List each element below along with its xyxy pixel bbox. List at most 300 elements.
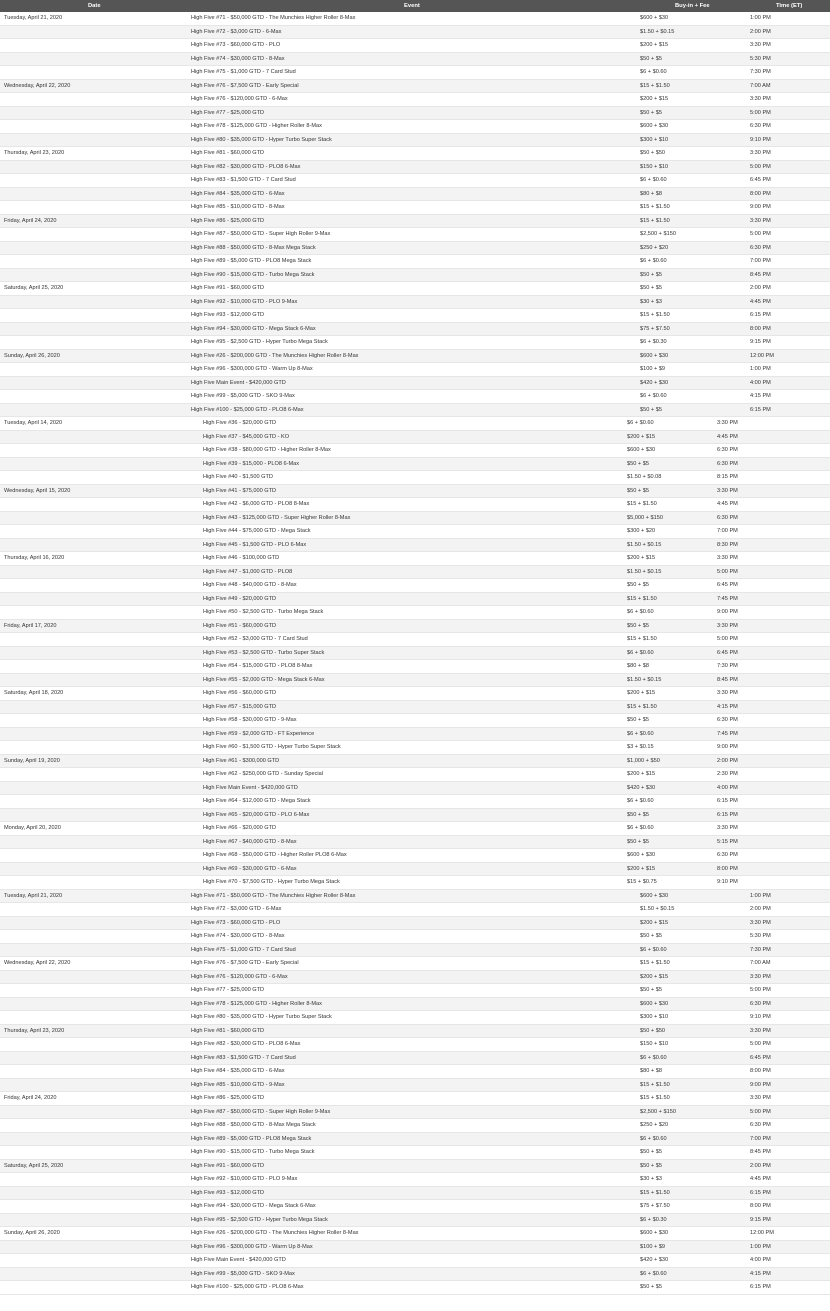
buyin-cell: $1,000 + $50 bbox=[627, 757, 660, 764]
buyin-cell: $50 + $5 bbox=[640, 271, 662, 278]
buyin-cell: $50 + $5 bbox=[627, 717, 649, 723]
table-row bbox=[0, 917, 830, 931]
buyin-cell: $15 + $1.50 bbox=[640, 82, 670, 89]
time-cell: 6:30 PM bbox=[750, 1122, 771, 1128]
event-cell: High Five #55 - $2,000 GTD - Mega Stack 6-Max bbox=[203, 676, 325, 683]
event-cell: High Five #71 - $50,000 GTD - The Munchies Higher Roller 8-Max bbox=[191, 15, 356, 21]
table-row bbox=[0, 53, 830, 67]
event-cell: High Five #58 - $30,000 GTD - 9-Max bbox=[203, 717, 297, 723]
table-row bbox=[0, 579, 830, 593]
time-cell: 9:00 PM bbox=[717, 744, 738, 750]
table-row bbox=[0, 282, 830, 296]
time-cell: 8:00 PM bbox=[750, 1068, 771, 1074]
time-cell: 7:30 PM bbox=[717, 663, 738, 669]
table-row bbox=[0, 1146, 830, 1160]
table-row bbox=[0, 336, 830, 350]
time-cell: 2:00 PM bbox=[750, 28, 771, 35]
event-cell: High Five #75 - $1,000 GTD - 7 Card Stud bbox=[191, 946, 296, 953]
event-cell: High Five #92 - $10,000 GTD - PLO 9-Max bbox=[191, 1176, 298, 1182]
table-row bbox=[0, 174, 830, 188]
table-row bbox=[0, 525, 830, 539]
table-row bbox=[0, 80, 830, 94]
event-cell: High Five #77 - $25,000 GTD bbox=[191, 987, 265, 993]
table-row bbox=[0, 404, 830, 418]
buyin-cell: $2,500 + $150 bbox=[640, 1108, 676, 1115]
buyin-cell: $80 + $8 bbox=[627, 663, 649, 669]
table-row bbox=[0, 390, 830, 404]
time-cell: 9:00 PM bbox=[717, 609, 738, 615]
table-row bbox=[0, 215, 830, 229]
buyin-cell: $6 + $0.60 bbox=[640, 177, 667, 183]
table-row bbox=[0, 1173, 830, 1187]
table-row bbox=[0, 255, 830, 269]
time-cell: 8:00 PM bbox=[717, 865, 738, 872]
time-cell: 4:45 PM bbox=[750, 298, 771, 305]
buyin-cell: $6 + $0.60 bbox=[640, 1270, 667, 1277]
event-cell: High Five #39 - $15,000 - PLO8 6-Max bbox=[203, 460, 300, 467]
time-cell: 5:00 PM bbox=[750, 987, 771, 993]
table-row bbox=[0, 363, 830, 377]
table-row bbox=[0, 512, 830, 526]
table-row bbox=[0, 1187, 830, 1201]
date-cell: Wednesday, April 22, 2020 bbox=[4, 82, 71, 89]
time-cell: 1:00 PM bbox=[750, 892, 771, 899]
buyin-cell: $420 + $30 bbox=[640, 1257, 669, 1263]
table-row bbox=[0, 768, 830, 782]
buyin-cell: $6 + $0.30 bbox=[640, 1216, 667, 1223]
table-row bbox=[0, 431, 830, 445]
buyin-cell: $1.50 + $0.15 bbox=[640, 28, 675, 35]
time-cell: 6:45 PM bbox=[750, 1054, 771, 1061]
buyin-cell: $1.50 + $0.15 bbox=[627, 541, 662, 548]
buyin-cell: $300 + $20 bbox=[627, 528, 656, 534]
event-cell: High Five #84 - $35,000 GTD - 6-Max bbox=[191, 1068, 285, 1074]
date-cell: Tuesday, April 21, 2020 bbox=[4, 892, 63, 899]
date-cell: Thursday, April 23, 2020 bbox=[4, 1027, 65, 1034]
time-cell: 3:30 PM bbox=[750, 150, 771, 156]
time-cell: 3:30 PM bbox=[717, 487, 738, 494]
buyin-cell: $15 + $1.50 bbox=[640, 1189, 670, 1196]
time-cell: 3:30 PM bbox=[750, 919, 771, 926]
event-cell: High Five #85 - $10,000 GTD - 8-Max bbox=[191, 204, 285, 210]
table-row bbox=[0, 566, 830, 580]
buyin-cell: $600 + $30 bbox=[640, 352, 669, 359]
buyin-cell: $15 + $0.75 bbox=[627, 879, 657, 885]
event-cell: High Five Main Event - $420,000 GTD bbox=[203, 784, 298, 791]
table-row bbox=[0, 228, 830, 242]
time-cell: 5:00 PM bbox=[750, 1108, 771, 1115]
buyin-cell: $600 + $30 bbox=[640, 892, 669, 899]
time-cell: 6:30 PM bbox=[717, 514, 738, 521]
time-cell: 9:10 PM bbox=[750, 136, 771, 143]
buyin-cell: $1.50 + $0.15 bbox=[640, 906, 675, 912]
time-cell: 8:15 PM bbox=[717, 474, 738, 480]
event-cell: High Five #78 - $125,000 GTD - Higher Roller 8-Max bbox=[191, 123, 322, 129]
buyin-cell: $100 + $9 bbox=[640, 1243, 666, 1250]
table-row bbox=[0, 890, 830, 904]
header-event: Event bbox=[404, 3, 420, 9]
time-cell: 7:00 PM bbox=[717, 528, 738, 534]
table-row bbox=[0, 323, 830, 337]
buyin-cell: $15 + $1.50 bbox=[640, 217, 670, 224]
event-cell: High Five #95 - $2,500 GTD - Hyper Turbo Mega Stack bbox=[191, 339, 328, 345]
time-cell: 7:00 AM bbox=[750, 82, 771, 89]
buyin-cell: $6 + $0.60 bbox=[640, 393, 667, 399]
table-row bbox=[0, 1106, 830, 1120]
event-cell: High Five #91 - $60,000 GTD bbox=[191, 285, 265, 291]
time-cell: 5:00 PM bbox=[717, 636, 738, 642]
time-cell: 3:30 PM bbox=[750, 1095, 771, 1101]
table-row bbox=[0, 971, 830, 985]
time-cell: 9:15 PM bbox=[750, 1216, 771, 1223]
table-row bbox=[0, 120, 830, 134]
date-cell: Saturday, April 25, 2020 bbox=[4, 285, 64, 291]
time-cell: 3:30 PM bbox=[717, 420, 738, 426]
table-row bbox=[0, 984, 830, 998]
buyin-cell: $1.50 + $0.15 bbox=[627, 676, 662, 683]
table-row bbox=[0, 485, 830, 499]
event-cell: High Five #85 - $10,000 GTD - 9-Max bbox=[191, 1081, 285, 1088]
buyin-cell: $250 + $20 bbox=[640, 244, 669, 251]
time-cell: 4:15 PM bbox=[750, 1270, 771, 1277]
time-cell: 9:15 PM bbox=[750, 339, 771, 345]
buyin-cell: $1.50 + $0.15 bbox=[627, 568, 662, 575]
event-cell: High Five #69 - $30,000 GTD - 6-Max bbox=[203, 865, 297, 872]
date-cell: Wednesday, April 15, 2020 bbox=[4, 487, 71, 494]
table-row bbox=[0, 701, 830, 715]
event-cell: High Five #51 - $60,000 GTD bbox=[203, 622, 277, 629]
buyin-cell: $15 + $1.50 bbox=[640, 312, 670, 318]
buyin-cell: $200 + $15 bbox=[640, 42, 669, 48]
buyin-cell: $6 + $0.30 bbox=[640, 339, 667, 345]
event-cell: High Five #49 - $20,000 GTD bbox=[203, 595, 277, 602]
table-row bbox=[0, 107, 830, 121]
table-row bbox=[0, 498, 830, 512]
table-row bbox=[0, 1200, 830, 1214]
buyin-cell: $300 + $10 bbox=[640, 136, 669, 143]
buyin-cell: $50 + $5 bbox=[640, 933, 662, 939]
event-cell: High Five #52 - $3,000 GTD - 7 Card Stud bbox=[203, 636, 308, 642]
time-cell: 12:00 PM bbox=[750, 352, 774, 359]
time-cell: 6:30 PM bbox=[717, 852, 738, 858]
time-cell: 8:45 PM bbox=[717, 676, 738, 683]
time-cell: 4:15 PM bbox=[717, 703, 738, 710]
time-cell: 6:30 PM bbox=[750, 244, 771, 251]
buyin-cell: $6 + $0.60 bbox=[640, 946, 667, 953]
time-cell: 3:30 PM bbox=[717, 622, 738, 629]
time-cell: 7:30 PM bbox=[750, 946, 771, 953]
event-cell: High Five #83 - $1,500 GTD - 7 Card Stud bbox=[191, 1054, 296, 1061]
table-row bbox=[0, 1079, 830, 1093]
event-cell: High Five Main Event - $420,000 GTD bbox=[191, 1257, 286, 1263]
time-cell: 5:00 PM bbox=[750, 163, 771, 170]
event-cell: High Five #46 - $100,000 GTD bbox=[203, 555, 280, 561]
time-cell: 4:45 PM bbox=[717, 433, 738, 440]
header-date: Date bbox=[88, 3, 101, 9]
event-cell: High Five #75 - $1,000 GTD - 7 Card Stud bbox=[191, 69, 296, 75]
event-cell: High Five #62 - $250,000 GTD - Sunday Special bbox=[203, 771, 324, 777]
date-cell: Saturday, April 18, 2020 bbox=[4, 690, 64, 696]
table-row bbox=[0, 647, 830, 661]
date-cell: Thursday, April 23, 2020 bbox=[4, 150, 65, 156]
event-cell: High Five #87 - $50,000 GTD - Super High Roller 9-Max bbox=[191, 1108, 331, 1115]
buyin-cell: $1.50 + $0.08 bbox=[627, 474, 662, 480]
table-row bbox=[0, 188, 830, 202]
event-cell: High Five #41 - $75,000 GTD bbox=[203, 487, 277, 494]
time-cell: 5:30 PM bbox=[750, 933, 771, 939]
time-cell: 4:45 PM bbox=[717, 501, 738, 507]
table-row bbox=[0, 552, 830, 566]
time-cell: 3:30 PM bbox=[717, 825, 738, 831]
table-row bbox=[0, 66, 830, 80]
time-cell: 3:30 PM bbox=[750, 1027, 771, 1034]
buyin-cell: $6 + $0.60 bbox=[627, 825, 654, 831]
table-row bbox=[0, 849, 830, 863]
event-cell: High Five #74 - $30,000 GTD - 8-Max bbox=[191, 55, 285, 62]
time-cell: 5:00 PM bbox=[750, 1041, 771, 1047]
table-row bbox=[0, 1052, 830, 1066]
table-row bbox=[0, 161, 830, 175]
buyin-cell: $15 + $1.50 bbox=[627, 703, 657, 710]
event-cell: High Five #72 - $3,000 GTD - 6-Max bbox=[191, 906, 282, 912]
buyin-cell: $15 + $1.50 bbox=[627, 595, 657, 602]
table-row bbox=[0, 1011, 830, 1025]
table-row bbox=[0, 1038, 830, 1052]
event-cell: High Five #80 - $35,000 GTD - Hyper Turbo Super Stack bbox=[191, 1014, 332, 1020]
buyin-cell: $200 + $15 bbox=[627, 865, 656, 872]
time-cell: 9:10 PM bbox=[717, 879, 738, 885]
buyin-cell: $6 + $0.60 bbox=[627, 730, 654, 737]
event-cell: High Five #78 - $125,000 GTD - Higher Roller 8-Max bbox=[191, 1000, 322, 1007]
date-cell: Sunday, April 26, 2020 bbox=[4, 352, 60, 359]
buyin-cell: $80 + $8 bbox=[640, 190, 662, 197]
event-cell: High Five #89 - $5,000 GTD - PLO8 Mega Stack bbox=[191, 1135, 312, 1142]
event-cell: High Five #45 - $1,500 GTD - PLO 6-Max bbox=[203, 541, 307, 548]
time-cell: 3:30 PM bbox=[750, 217, 771, 224]
event-cell: High Five #64 - $12,000 GTD - Mega Stack bbox=[203, 798, 311, 804]
event-cell: High Five #73 - $60,000 GTD - PLO bbox=[191, 919, 281, 926]
event-cell: High Five #44 - $75,000 GTD - Mega Stack bbox=[203, 528, 311, 534]
table-row bbox=[0, 863, 830, 877]
buyin-cell: $600 + $30 bbox=[640, 1000, 669, 1007]
event-cell: High Five #76 - $7,500 GTD - Early Special bbox=[191, 960, 299, 966]
time-cell: 2:00 PM bbox=[750, 285, 771, 291]
time-cell: 2:30 PM bbox=[717, 771, 738, 777]
time-cell: 12:00 PM bbox=[750, 1230, 774, 1236]
buyin-cell: $50 + $5 bbox=[640, 1162, 662, 1169]
table-row bbox=[0, 755, 830, 769]
buyin-cell: $75 + $7.50 bbox=[640, 325, 670, 332]
buyin-cell: $200 + $15 bbox=[640, 919, 669, 926]
event-cell: High Five #96 - $300,000 GTD - Warm Up 8-Max bbox=[191, 366, 313, 372]
time-cell: 4:15 PM bbox=[750, 393, 771, 399]
event-cell: High Five #88 - $50,000 GTD - 8-Max Mega Stack bbox=[191, 1122, 316, 1128]
table-row bbox=[0, 795, 830, 809]
buyin-cell: $15 + $1.50 bbox=[627, 501, 657, 507]
event-cell: High Five #100 - $25,000 GTD - PLO8 6-Max bbox=[191, 406, 304, 413]
time-cell: 1:00 PM bbox=[750, 1243, 771, 1250]
time-cell: 5:15 PM bbox=[717, 838, 738, 845]
event-cell: High Five #74 - $30,000 GTD - 8-Max bbox=[191, 933, 285, 939]
time-cell: 6:15 PM bbox=[750, 406, 771, 413]
event-cell: High Five #72 - $3,000 GTD - 6-Max bbox=[191, 28, 282, 35]
table-row bbox=[0, 134, 830, 148]
time-cell: 1:00 PM bbox=[750, 366, 771, 372]
event-cell: High Five #89 - $5,000 GTD - PLO8 Mega Stack bbox=[191, 258, 312, 264]
table-row bbox=[0, 1025, 830, 1039]
event-cell: High Five #100 - $25,000 GTD - PLO8 6-Max bbox=[191, 1284, 304, 1290]
table-row bbox=[0, 606, 830, 620]
event-cell: High Five #59 - $2,000 GTD - FT Experience bbox=[203, 730, 315, 737]
event-cell: High Five #76 - $7,500 GTD - Early Special bbox=[191, 82, 299, 89]
table-row bbox=[0, 417, 830, 431]
date-cell: Thursday, April 16, 2020 bbox=[4, 555, 65, 561]
buyin-cell: $6 + $0.60 bbox=[640, 258, 667, 264]
event-cell: High Five #26 - $200,000 GTD - The Munchies Higher Roller 8-Max bbox=[191, 1230, 359, 1236]
table-row bbox=[0, 728, 830, 742]
table-row bbox=[0, 201, 830, 215]
date-cell: Friday, April 24, 2020 bbox=[4, 1095, 57, 1101]
event-cell: High Five #81 - $60,000 GTD bbox=[191, 150, 265, 156]
time-cell: 6:15 PM bbox=[750, 1189, 771, 1196]
time-cell: 6:15 PM bbox=[750, 312, 771, 318]
table-row bbox=[0, 26, 830, 40]
date-cell: Friday, April 24, 2020 bbox=[4, 217, 57, 224]
event-cell: High Five #77 - $25,000 GTD bbox=[191, 109, 265, 116]
buyin-cell: $420 + $30 bbox=[627, 784, 656, 791]
schedule-section bbox=[0, 417, 830, 890]
table-row bbox=[0, 93, 830, 107]
buyin-cell: $300 + $10 bbox=[640, 1014, 669, 1020]
event-cell: High Five #96 - $300,000 GTD - Warm Up 8-Max bbox=[191, 1243, 313, 1250]
time-cell: 7:00 PM bbox=[750, 1135, 771, 1142]
event-cell: High Five #71 - $50,000 GTD - The Munchies Higher Roller 8-Max bbox=[191, 892, 356, 899]
time-cell: 6:30 PM bbox=[750, 123, 771, 129]
buyin-cell: $600 + $30 bbox=[627, 447, 656, 453]
time-cell: 6:30 PM bbox=[717, 447, 738, 453]
event-cell: High Five #86 - $25,000 GTD bbox=[191, 1095, 265, 1101]
event-cell: High Five #47 - $1,000 GTD - PLO8 bbox=[203, 568, 293, 575]
buyin-cell: $30 + $3 bbox=[640, 1176, 662, 1182]
event-cell: High Five #84 - $35,000 GTD - 6-Max bbox=[191, 190, 285, 197]
time-cell: 3:30 PM bbox=[750, 42, 771, 48]
time-cell: 6:45 PM bbox=[717, 649, 738, 656]
event-cell: High Five #60 - $1,500 GTD - Hyper Turbo Super Stack bbox=[203, 744, 341, 750]
event-cell: High Five #67 - $40,000 GTD - 8-Max bbox=[203, 838, 297, 845]
table-row bbox=[0, 296, 830, 310]
event-cell: High Five #37 - $45,000 GTD - KO bbox=[203, 433, 290, 440]
table-row bbox=[0, 930, 830, 944]
table-row bbox=[0, 1227, 830, 1241]
buyin-cell: $50 + $5 bbox=[627, 460, 649, 467]
buyin-cell: $50 + $5 bbox=[627, 582, 649, 588]
time-cell: 2:00 PM bbox=[750, 1162, 771, 1169]
event-cell: High Five #50 - $2,500 GTD - Turbo Mega Stack bbox=[203, 609, 324, 615]
table-row bbox=[0, 12, 830, 26]
buyin-cell: $15 + $1.50 bbox=[640, 204, 670, 210]
buyin-cell: $600 + $30 bbox=[640, 123, 669, 129]
table-row bbox=[0, 782, 830, 796]
buyin-cell: $6 + $0.60 bbox=[627, 798, 654, 804]
table-row bbox=[0, 1133, 830, 1147]
time-cell: 8:30 PM bbox=[717, 541, 738, 548]
table-body bbox=[0, 12, 830, 1295]
time-cell: 6:30 PM bbox=[717, 717, 738, 723]
time-cell: 5:00 PM bbox=[750, 109, 771, 116]
table-row bbox=[0, 741, 830, 755]
date-cell: Wednesday, April 22, 2020 bbox=[4, 960, 71, 966]
date-cell: Monday, April 20, 2020 bbox=[4, 825, 61, 831]
event-cell: High Five #57 - $15,000 GTD bbox=[203, 703, 277, 710]
time-cell: 4:00 PM bbox=[750, 379, 771, 386]
buyin-cell: $200 + $15 bbox=[640, 96, 669, 102]
buyin-cell: $50 + $5 bbox=[640, 55, 662, 62]
header-time: Time (ET) bbox=[776, 3, 803, 9]
table-row bbox=[0, 350, 830, 364]
event-cell: High Five #66 - $20,000 GTD bbox=[203, 825, 277, 831]
table-row bbox=[0, 1254, 830, 1268]
buyin-cell: $200 + $15 bbox=[627, 555, 656, 561]
time-cell: 4:00 PM bbox=[750, 1257, 771, 1263]
header-buyin: Buy-in + Fee bbox=[675, 3, 710, 9]
time-cell: 9:00 PM bbox=[750, 1081, 771, 1088]
buyin-cell: $600 + $30 bbox=[627, 852, 656, 858]
time-cell: 6:15 PM bbox=[750, 1284, 771, 1290]
table-row bbox=[0, 471, 830, 485]
time-cell: 3:30 PM bbox=[717, 690, 738, 696]
buyin-cell: $80 + $8 bbox=[640, 1068, 662, 1074]
table-row bbox=[0, 444, 830, 458]
buyin-cell: $50 + $5 bbox=[627, 622, 649, 629]
table-row bbox=[0, 809, 830, 823]
buyin-cell: $3 + $0.15 bbox=[627, 744, 654, 750]
date-cell: Friday, April 17, 2020 bbox=[4, 622, 57, 629]
table-row bbox=[0, 660, 830, 674]
table-row bbox=[0, 1241, 830, 1255]
time-cell: 7:00 AM bbox=[750, 960, 771, 966]
event-cell: High Five #86 - $25,000 GTD bbox=[191, 217, 265, 224]
table-row bbox=[0, 1092, 830, 1106]
event-cell: High Five #83 - $1,500 GTD - 7 Card Stud bbox=[191, 177, 296, 183]
event-cell: High Five #38 - $80,000 GTD - Higher Roller 8-Max bbox=[203, 447, 331, 453]
time-cell: 6:15 PM bbox=[717, 811, 738, 818]
event-cell: High Five #48 - $40,000 GTD - 8-Max bbox=[203, 582, 297, 588]
buyin-cell: $100 + $9 bbox=[640, 366, 666, 372]
buyin-cell: $50 + $5 bbox=[640, 406, 662, 413]
time-cell: 7:30 PM bbox=[750, 69, 771, 75]
table-row bbox=[0, 944, 830, 958]
date-cell: Sunday, April 19, 2020 bbox=[4, 757, 60, 764]
event-cell: High Five #88 - $50,000 GTD - 8-Max Mega Stack bbox=[191, 244, 316, 251]
buyin-cell: $6 + $0.60 bbox=[627, 649, 654, 656]
buyin-cell: $6 + $0.60 bbox=[640, 1054, 667, 1061]
time-cell: 6:45 PM bbox=[717, 582, 738, 588]
table-row bbox=[0, 309, 830, 323]
event-cell: High Five #92 - $10,000 GTD - PLO 9-Max bbox=[191, 298, 298, 305]
table-row bbox=[0, 836, 830, 850]
event-cell: High Five #87 - $50,000 GTD - Super High Roller 9-Max bbox=[191, 231, 331, 237]
event-cell: High Five #70 - $7,500 GTD - Hyper Turbo Mega Stack bbox=[203, 879, 340, 885]
buyin-cell: $50 + $5 bbox=[640, 109, 662, 116]
buyin-cell: $15 + $1.50 bbox=[640, 1081, 670, 1088]
time-cell: 3:30 PM bbox=[750, 96, 771, 102]
table-row bbox=[0, 458, 830, 472]
schedule-section bbox=[0, 12, 830, 417]
date-cell: Saturday, April 25, 2020 bbox=[4, 1162, 64, 1169]
table-row bbox=[0, 242, 830, 256]
table-row bbox=[0, 1119, 830, 1133]
buyin-cell: $50 + $50 bbox=[640, 150, 666, 156]
